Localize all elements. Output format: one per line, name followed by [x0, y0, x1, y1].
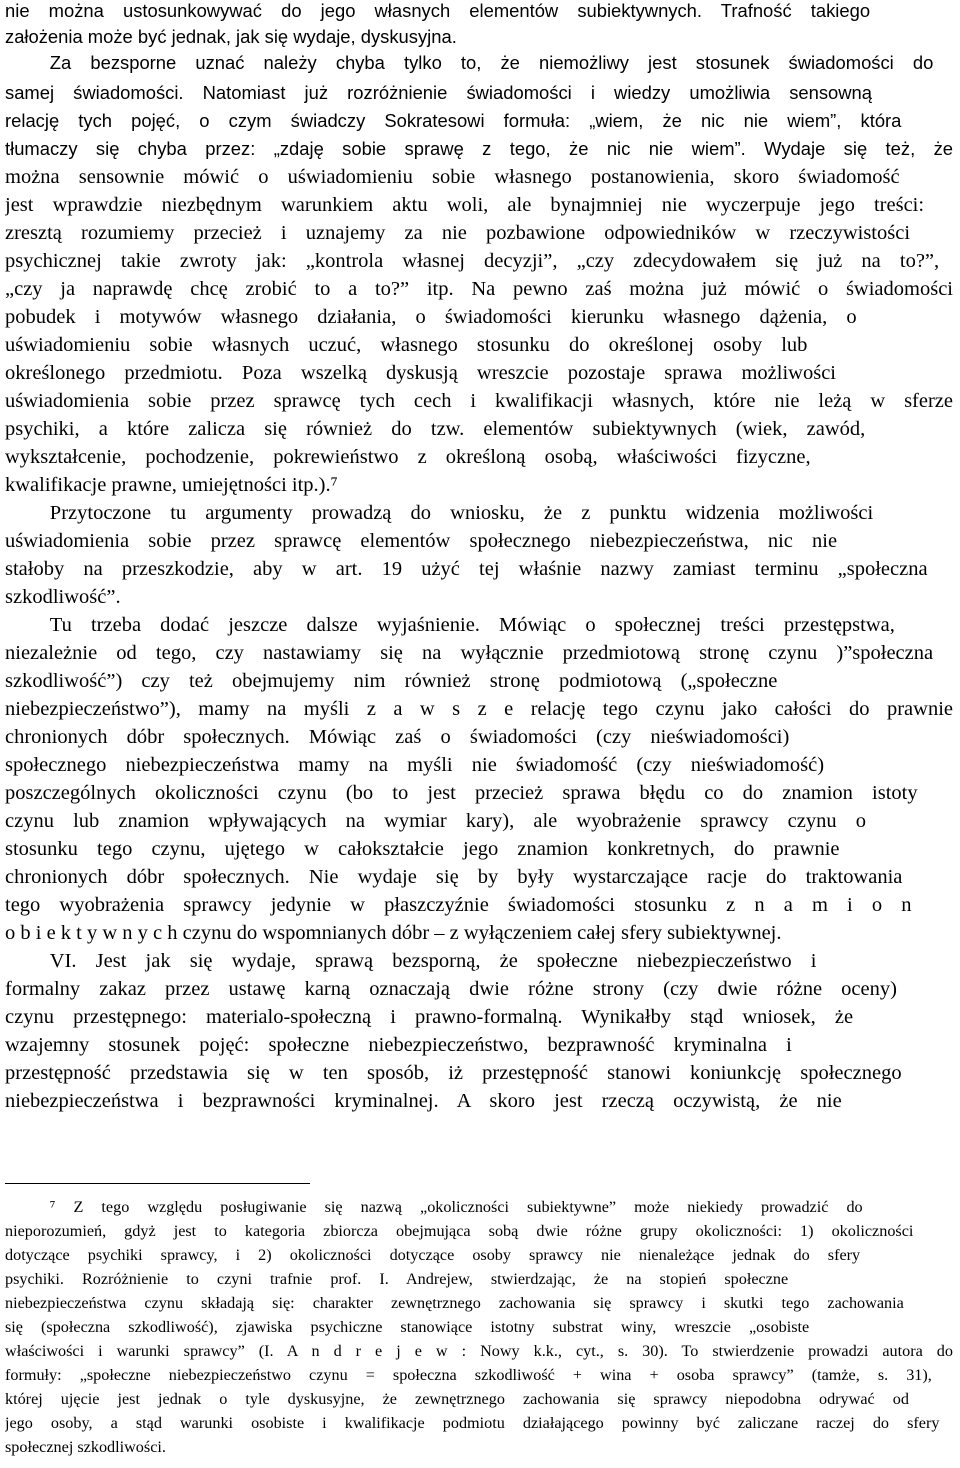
footnote-line: nieporozumień, gdyż jest to kategoria zbiorcza obejmująca sobą dwie różne grupy okoliczności: 1) okoliczności [5, 1222, 914, 1240]
text-line: zresztą rozumiemy przecież i uznajemy za nie pozbawione odpowiedników w rzeczywistości [5, 222, 911, 244]
text-line: „czy ja naprawdę chcę zrobić to a to?” itp. Na pewno zaś można już mówić o świadomości [5, 278, 953, 300]
text-line: społecznego niebezpieczeństwa mamy na myśli nie świadomość (czy nieświadomość) [5, 754, 825, 776]
text-line: nie można ustosunkowywać do jego własnych elementów subiektywnych. Trafność takiego [5, 0, 871, 21]
text-line: tego wyobrażenia sprawcy jedynie w płaszczyźnie świadomości stosunku z n a m i o n [5, 894, 912, 916]
footnote-line: niebezpieczeństwa czynu składają się: charakter zewnętrznego zachowania się sprawcy i skutki tego zachowania [5, 1294, 904, 1312]
text-line: Przytoczone tu argumenty prowadzą do wniosku, że z punktu widzenia możliwości [49, 502, 874, 524]
text-line: chronionych dóbr społecznych. Mówiąc zaś o świadomości (czy nieświadomości) [5, 726, 790, 748]
text-line: VI. Jest jak się wydaje, sprawą bezsporną, że społeczne niebezpieczeństwo i [49, 950, 817, 972]
footnote-line: formuły: „społeczne niebezpieczeństwo czynu = społeczna szkodliwość + wina + osoba sprawcy” (tamże, s. 31), [5, 1366, 932, 1384]
text-line: określonego przedmiotu. Poza wszelką dyskusją wreszcie pozostaje sprawa możliwości [5, 362, 836, 384]
text-line: czynu lub znamion wpływających na wymiar kary), ale wyobrażenie sprawcy czynu o [5, 810, 866, 832]
footnote-line: ⁷ Z tego względu posługiwanie się nazwą „okoliczności subiektywne” może niekiedy prowadzić do [49, 1198, 863, 1216]
text-line: poszczególnych okoliczności czynu (bo to jest przecież sprawa błędu co do znamion istoty [5, 782, 918, 804]
footnote-line: jego osoby, a stąd warunki osobiste i kwalifikacje podmiotu działającego powinny być zaliczane raczej do sfery [5, 1414, 940, 1432]
text-line: uświadomieniu sobie własnych uczuć, własnego stosunku do określonej osoby lub [5, 334, 808, 356]
text-line: szkodliwość”) czy też obejmujemy nim również stronę podmiotową („społeczne [5, 670, 778, 692]
text-line: szkodliwość”. [5, 586, 121, 608]
text-line: pobudek i motywów własnego działania, o świadomości kierunku własnego dążenia, o [5, 306, 857, 328]
text-line: niezależnie od tego, czy nastawiamy się na wyłącznie przedmiotową stronę czynu )”społeczna [5, 642, 934, 664]
footnote-line: psychiki. Rozróżnienie to czyni trafnie prof. I. Andrejew, stwierdzając, że na stopień społeczne [5, 1270, 789, 1288]
text-line: jest wprawdzie niezbędnym warunkiem aktu woli, ale bynajmniej nie wyczerpuje jego treści: [5, 194, 925, 216]
text-line: stałoby na przeszkodzie, aby w art. 19 użyć tej właśnie nazwy zamiast terminu „społeczna [5, 558, 928, 580]
text-line: formalny zakaz przez ustawę karną oznaczają dwie różne strony (czy dwie różne oceny) [5, 978, 897, 1000]
text-line: przestępność przedstawia się w ten sposób, iż przestępność stanowi koniunkcję społecznego [5, 1062, 902, 1084]
text-line: stosunku tego czynu, ujętego w całokształcie jego znamion konkretnych, do prawnie [5, 838, 840, 860]
text-line: uświadomienia sobie przez sprawcę tych cech i kwalifikacji własnych, które nie leżą w sferze [5, 390, 953, 412]
footnote-line: się (społeczna szkodliwość), zjawiska psychiczne stanowiące istotny substrat winy, wreszcie „osobiste [5, 1318, 810, 1336]
text-line: Tu trzeba dodać jeszcze dalsze wyjaśnienie. Mówiąc o społecznej treści przestępstwa, [49, 614, 895, 636]
text-line: niebezpieczeństwo”), mamy na myśli z a w s z e relację tego czynu jako całości do prawnie [5, 698, 953, 720]
footnote-separator [5, 1183, 310, 1184]
text-line: relację tych pojęć, o czym świadczy Sokratesowi formuła: „wiem, że nic nie wiem”, która [5, 110, 902, 131]
text-line: o b i e k t y w n y c h czynu do wspomnianych dóbr – z wyłączeniem całej sfery subiektywnej. [5, 922, 782, 944]
text-line: niebezpieczeństwa i bezprawności kryminalnej. A skoro jest rzeczą oczywistą, że nie [5, 1090, 842, 1112]
text-line: uświadomienia sobie przez sprawcę elementów społecznego niebezpieczeństwa, nic nie [5, 530, 838, 552]
text-line: psychicznej takie zwroty jak: „kontrola własnej decyzji”, „czy zdecydowałem się już na to?”, [5, 250, 940, 272]
footnote-line: której ujęcie jest jednak o tyle dyskusyjne, że zewnętrznego zachowania się sprawcy niepodobna odrywać od [5, 1390, 909, 1408]
text-line: można sensownie mówić o uświadomieniu sobie własnego postanowienia, skoro świadomość [5, 166, 900, 188]
text-line: wykształcenie, pochodzenie, pokrewieństwo z określoną osobą, właściwości fizyczne, [5, 446, 811, 468]
footnote-line: społecznej szkodliwości. [5, 1438, 166, 1456]
text-line: Za bezsporne uznać należy chyba tylko to, że niemożliwy jest stosunek świadomości do [49, 52, 934, 73]
footnote-line: właściwości i warunki sprawcy” (I. A n d r e j e w : Nowy k.k., cyt., s. 30). To stwierdzenie prowadzi autora do [5, 1342, 953, 1360]
text-line: chronionych dóbr społecznych. Nie wydaje się by były wystarczające racje do traktowania [5, 866, 903, 888]
text-line: kwalifikacje prawne, umiejętności itp.).⁷ [5, 474, 338, 496]
footnote-line: dotyczące psychiki sprawcy, i 2) okoliczności dotyczące osoby sprawcy nie nienależące jednak do sfery [5, 1246, 861, 1264]
text-line: psychiki, a które zalicza się również do tzw. elementów subiektywnych (wiek, zawód, [5, 418, 866, 440]
text-line: samej świadomości. Natomiast już rozróżnienie świadomości i wiedzy umożliwia sensowną [5, 82, 873, 103]
text-line: tłumaczy się chyba przez: „zdaję sobie sprawę z tego, że nic nie wiem”. Wydaje się też, że [5, 138, 953, 159]
text-line: wzajemny stosunek pojęć: społeczne niebezpieczeństwo, bezprawność kryminalna i [5, 1034, 792, 1056]
text-line: czynu przestępnego: materialo-społeczną i prawno-formalną. Wynikałby stąd wniosek, że [5, 1006, 854, 1028]
text-line: założenia może być jednak, jak się wydaje, dyskusyjna. [5, 26, 457, 47]
